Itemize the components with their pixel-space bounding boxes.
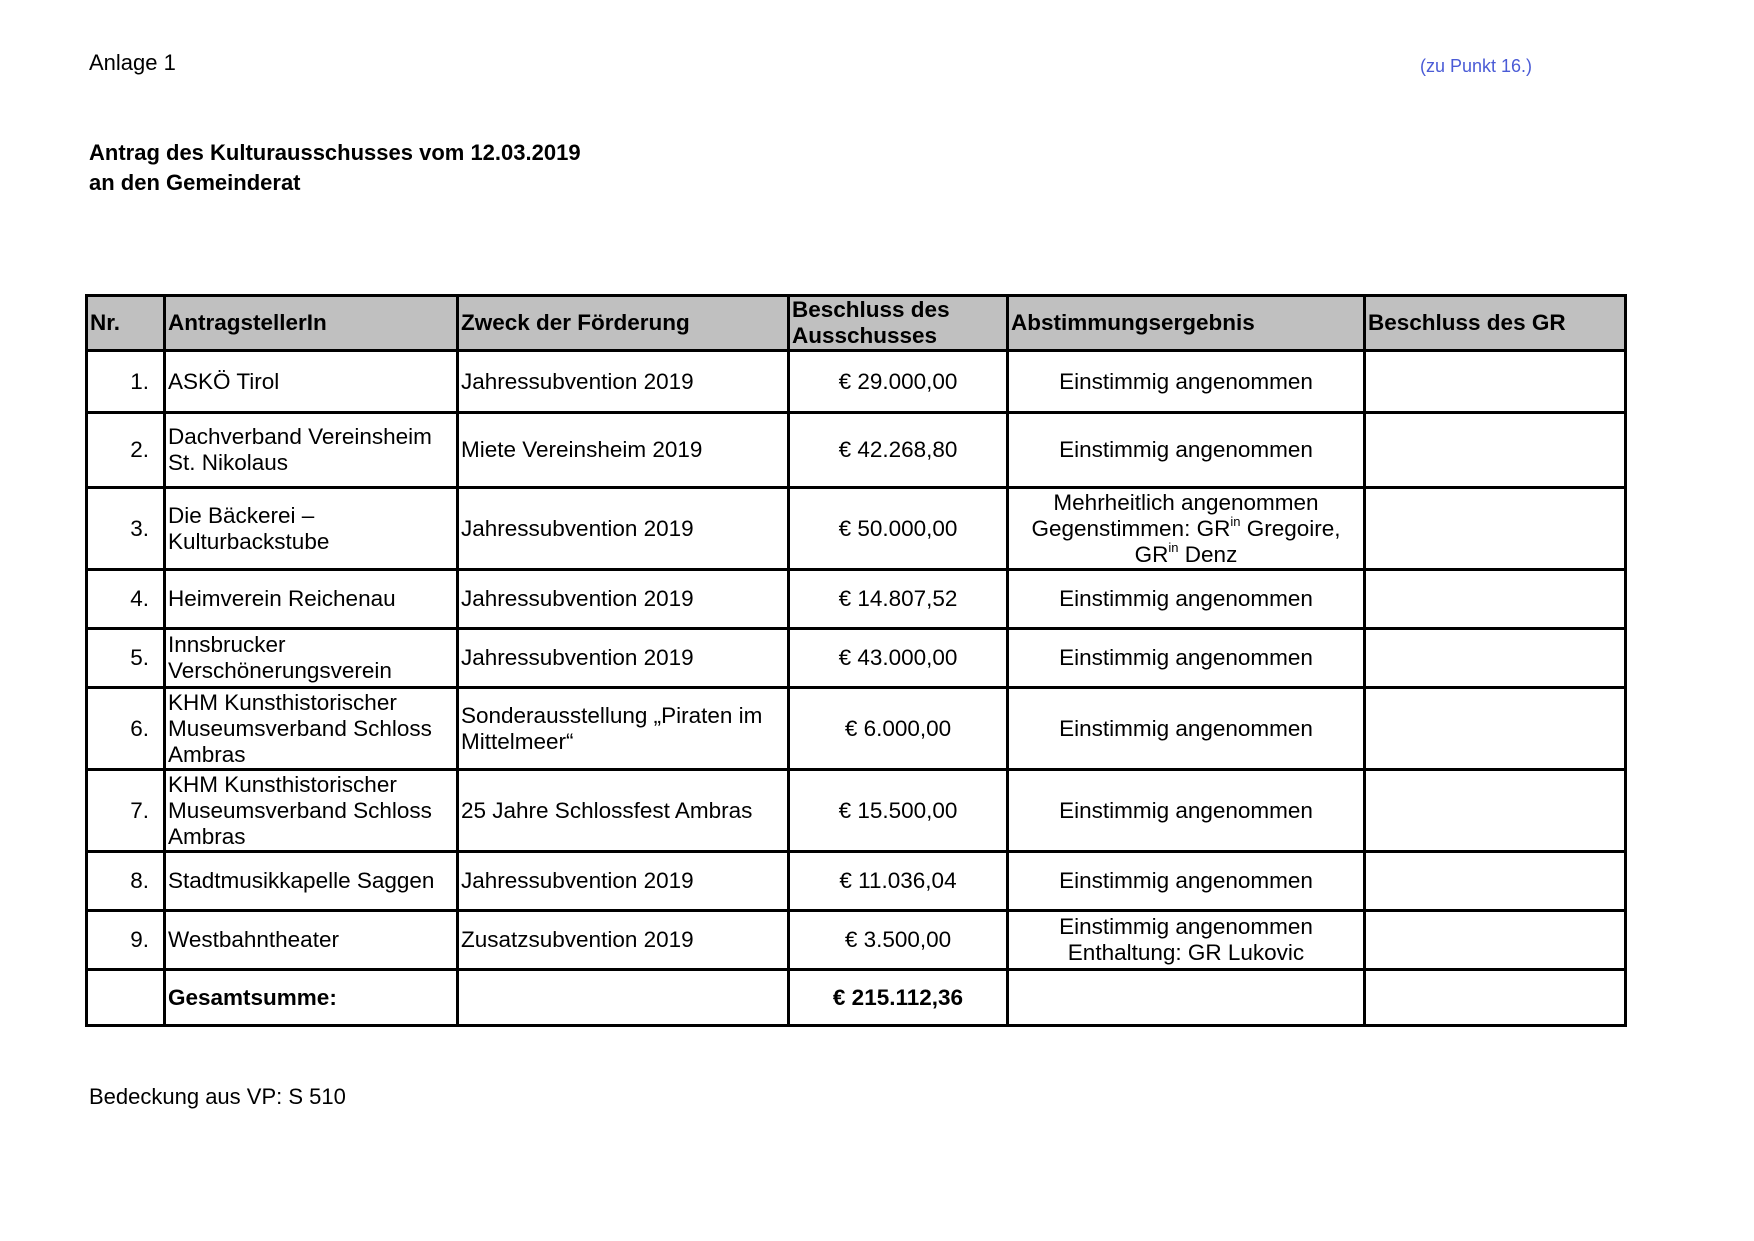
vote-line [1011, 513, 1361, 542]
row-number: 4. [87, 570, 165, 629]
council-decision-cell [1365, 488, 1626, 570]
title-line-1: Antrag des Kulturausschusses vom 12.03.2019 [89, 140, 581, 165]
column-header-vote-result: Abstimmungsergebnis [1008, 296, 1365, 351]
total-label: Gesamtsumme: [165, 970, 458, 1026]
vote-superscript: in [1230, 513, 1241, 529]
council-decision-cell [1365, 629, 1626, 688]
row-number: 8. [87, 852, 165, 911]
applicant-cell: Heimverein Reichenau [165, 570, 458, 629]
council-decision-cell [1365, 351, 1626, 413]
total-vote-cell [1008, 970, 1365, 1026]
vote-result-cell: Einstimmig angenommen [1008, 629, 1365, 688]
applicant-cell: ASKÖ Tirol [165, 351, 458, 413]
row-number: 9. [87, 911, 165, 970]
purpose-cell: 25 Jahre Schlossfest Ambras [458, 770, 789, 852]
applicant-cell: KHM Kunsthistorischer Museumsverband Schloss Ambras [165, 770, 458, 852]
purpose-cell: Sonderausstellung „Piraten im Mittelmeer“ [458, 688, 789, 770]
row-number: 3. [87, 488, 165, 570]
vote-text: GR [1134, 541, 1169, 567]
table-row [87, 770, 1626, 852]
budget-coverage-note: Bedeckung aus VP: S 510 [89, 1084, 346, 1109]
column-header-committee-decision: Beschluss des Ausschusses [789, 296, 1008, 351]
purpose-cell: Miete Vereinsheim 2019 [458, 413, 789, 488]
council-decision-cell [1365, 413, 1626, 488]
vote-result-cell: Einstimmig angenommen [1008, 770, 1365, 852]
purpose-cell: Jahressubvention 2019 [458, 488, 789, 570]
table-row [87, 911, 1626, 970]
vote-result-cell: Einstimmig angenommen [1008, 413, 1365, 488]
applicant-cell: Die Bäckerei – Kulturbackstube [165, 488, 458, 570]
applicant-cell: Stadtmusikkapelle Saggen [165, 852, 458, 911]
amount-cell: € 29.000,00 [789, 351, 1008, 413]
total-council-cell [1365, 970, 1626, 1026]
agenda-point-reference: (zu Punkt 16.) [1420, 56, 1533, 76]
amount-cell: € 11.036,04 [789, 852, 1008, 911]
title-line-2: an den Gemeinderat [89, 170, 301, 195]
vote-superscript: in [1168, 539, 1179, 555]
amount-cell: € 42.268,80 [789, 413, 1008, 488]
purpose-cell: Jahressubvention 2019 [458, 852, 789, 911]
table-header-row [87, 296, 1626, 351]
table-row [87, 688, 1626, 770]
column-header-applicant: AntragstellerIn [165, 296, 458, 351]
vote-line [1011, 539, 1361, 568]
council-decision-cell [1365, 688, 1626, 770]
vote-result-cell: Einstimmig angenommen Enthaltung: GR Lukovic [1008, 911, 1365, 970]
document-title [89, 138, 581, 198]
purpose-cell: Jahressubvention 2019 [458, 351, 789, 413]
row-number: 5. [87, 629, 165, 688]
purpose-cell: Jahressubvention 2019 [458, 570, 789, 629]
row-number: 2. [87, 413, 165, 488]
applicant-cell: KHM Kunsthistorischer Museumsverband Schloss Ambras [165, 688, 458, 770]
amount-cell: € 3.500,00 [789, 911, 1008, 970]
table-row [87, 629, 1626, 688]
column-header-council-decision: Beschluss des GR [1365, 296, 1626, 351]
subsidy-table [85, 294, 1627, 1027]
row-number: 1. [87, 351, 165, 413]
amount-cell: € 15.500,00 [789, 770, 1008, 852]
vote-line: Mehrheitlich angenommen [1053, 489, 1319, 515]
purpose-cell: Zusatzsubvention 2019 [458, 911, 789, 970]
vote-result-cell [1008, 488, 1365, 570]
column-header-purpose: Zweck der Förderung [458, 296, 789, 351]
applicant-cell: Innsbrucker Verschönerungsverein [165, 629, 458, 688]
applicant-cell: Dachverband Vereinsheim St. Nikolaus [165, 413, 458, 488]
vote-text: Gegenstimmen: GR [1031, 515, 1231, 541]
purpose-cell: Jahressubvention 2019 [458, 629, 789, 688]
council-decision-cell [1365, 570, 1626, 629]
row-number: 6. [87, 688, 165, 770]
council-decision-cell [1365, 911, 1626, 970]
vote-result-cell: Einstimmig angenommen [1008, 570, 1365, 629]
vote-text: Gregoire, [1240, 515, 1341, 541]
total-row [87, 970, 1626, 1026]
applicant-cell: Westbahntheater [165, 911, 458, 970]
vote-text: Denz [1178, 541, 1238, 567]
row-number: 7. [87, 770, 165, 852]
attachment-label: Anlage 1 [89, 50, 176, 75]
column-header-nr: Nr. [87, 296, 165, 351]
council-decision-cell [1365, 852, 1626, 911]
vote-result-cell: Einstimmig angenommen [1008, 688, 1365, 770]
amount-cell: € 50.000,00 [789, 488, 1008, 570]
table-row [87, 413, 1626, 488]
total-amount: € 215.112,36 [789, 970, 1008, 1026]
table-row [87, 570, 1626, 629]
table-row [87, 488, 1626, 570]
table-row [87, 351, 1626, 413]
table-row [87, 852, 1626, 911]
total-nr-cell [87, 970, 165, 1026]
vote-result-cell: Einstimmig angenommen [1008, 351, 1365, 413]
council-decision-cell [1365, 770, 1626, 852]
amount-cell: € 6.000,00 [789, 688, 1008, 770]
vote-result-cell: Einstimmig angenommen [1008, 852, 1365, 911]
amount-cell: € 43.000,00 [789, 629, 1008, 688]
amount-cell: € 14.807,52 [789, 570, 1008, 629]
total-purpose-cell [458, 970, 789, 1026]
